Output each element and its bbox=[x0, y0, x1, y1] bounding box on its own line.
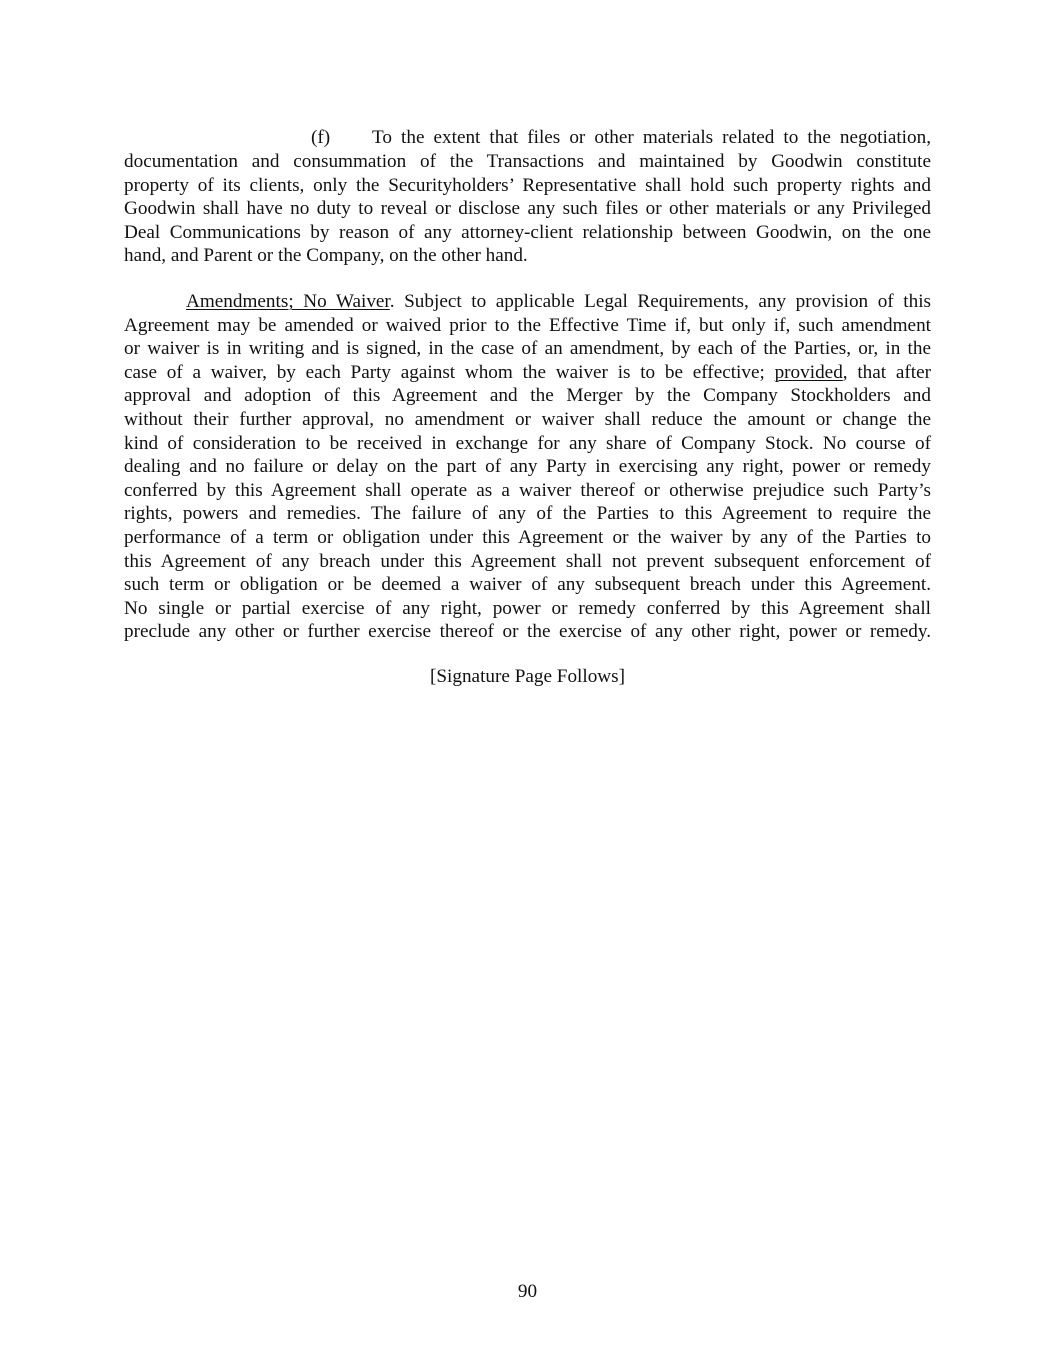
amendments-first-line bbox=[186, 290, 931, 314]
amendments-line: dealing and no failure or delay on the part of any Party in exercising any right, power or remedy bbox=[124, 456, 931, 478]
amendments-heading: Amendments; No Waiver bbox=[186, 291, 390, 312]
amendments-line: without their further approval, no amendment or waiver shall reduce the amount or change the bbox=[124, 409, 931, 430]
provided-line-before: case of a waiver, by each Party against whom the waiver is to be effective; bbox=[124, 361, 775, 383]
section-f-line: Deal Communications by reason of any attorney-client relationship between Goodwin, on the one bbox=[124, 221, 931, 243]
amendments-line: approval and adoption of this Agreement and the Merger by the Company Stockholders and bbox=[124, 385, 931, 407]
section-f-label: (f) bbox=[311, 127, 331, 148]
amendments-line: Agreement may be amended or waived prior to the Effective Time if, but only if, such amendment bbox=[124, 314, 931, 336]
amendments-line: kind of consideration to be received in exchange for any share of Company Stock. No course of bbox=[124, 432, 931, 454]
section-f-first-line: To the extent that files or other materials related to the negotiation, bbox=[372, 127, 931, 148]
provided-line-after: , that after bbox=[842, 361, 931, 383]
amendments-line: preclude any other or further exercise thereof or the exercise of any other right, power or remedy. bbox=[124, 621, 931, 643]
amendments-line: such term or obligation or be deemed a waiver of any subsequent breach under this Agreement. bbox=[124, 574, 931, 596]
section-f-line: documentation and consummation of the Transactions and maintained by Goodwin constitute bbox=[124, 151, 931, 172]
section-f-line: property of its clients, only the Securityholders’ Representative shall hold such property rights and bbox=[124, 174, 931, 196]
amendments-first-line-text: . Subject to applicable Legal Requirements, any provision of this bbox=[389, 291, 931, 312]
signature-page-follows: [Signature Page Follows] bbox=[429, 666, 626, 687]
page-number: 90 bbox=[517, 1281, 538, 1302]
amendments-line: or waiver is in writing and is signed, in the case of an amendment, by each of the Parties, or, in the bbox=[124, 338, 931, 360]
amendments-line: rights, powers and remedies. The failure of any of the Parties to this Agreement to require the bbox=[124, 503, 931, 525]
section-f-line: Goodwin shall have no duty to reveal or disclose any such files or other materials or any Privileged bbox=[124, 198, 931, 220]
amendments-line: performance of a term or obligation under this Agreement or the waiver by any of the Parties to bbox=[124, 527, 931, 548]
section-f-line: hand, and Parent or the Company, on the other hand. bbox=[124, 245, 528, 267]
amendments-line: this Agreement of any breach under this Agreement shall not prevent subsequent enforcement of bbox=[124, 550, 931, 572]
provided-term: provided bbox=[774, 361, 843, 383]
amendments-line: No single or partial exercise of any right, power or remedy conferred by this Agreement shall bbox=[124, 597, 931, 619]
amendments-line: conferred by this Agreement shall operate as a waiver thereof or otherwise prejudice such Party’s bbox=[124, 479, 931, 501]
amendments-provided-line bbox=[124, 361, 931, 385]
